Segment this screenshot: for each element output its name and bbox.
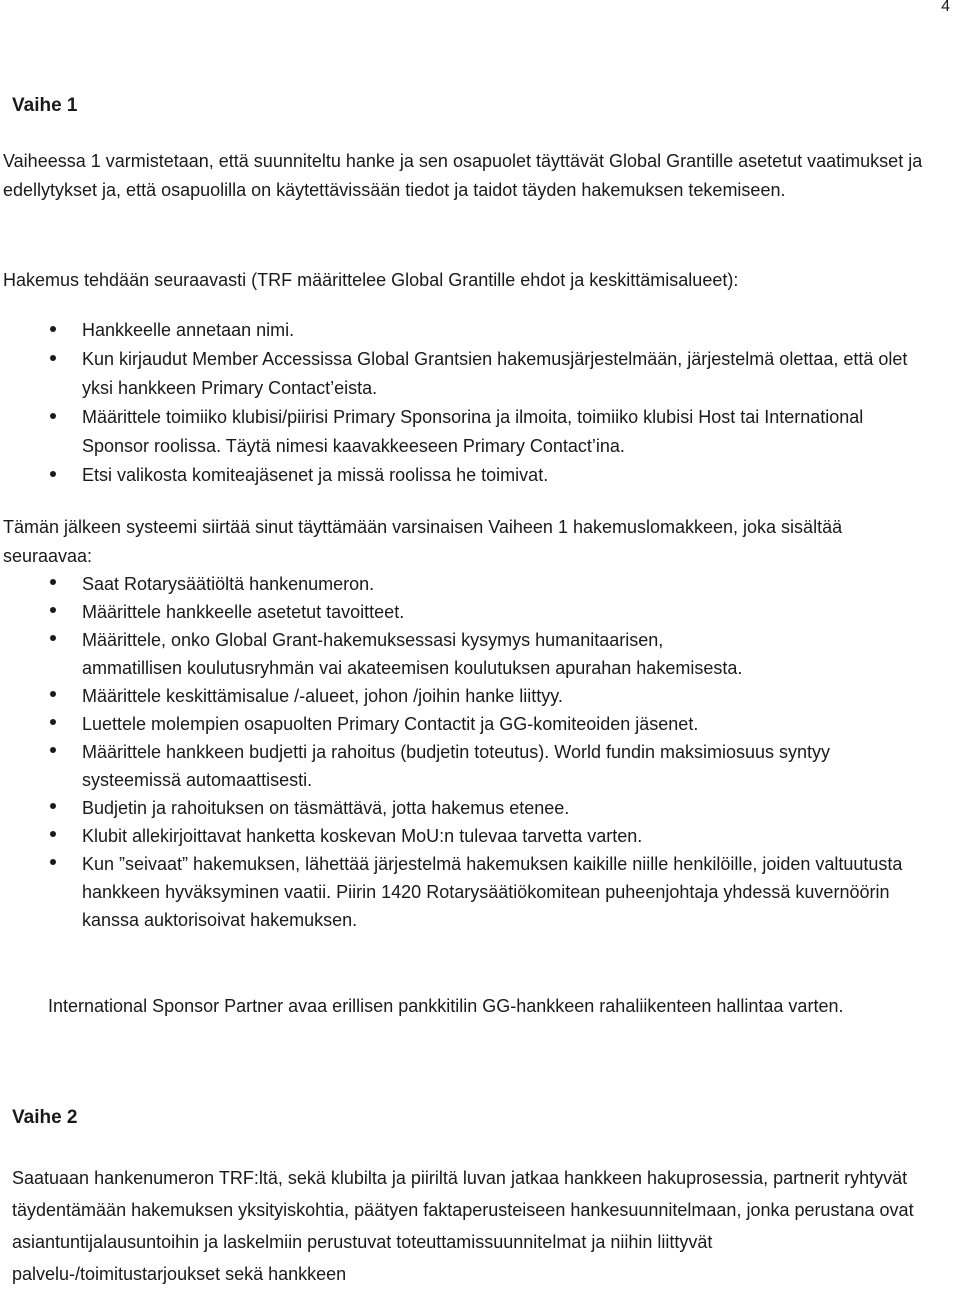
form-items-list [50,570,930,934]
list-item: Kun kirjaudut Member Accessissa Global Grantsien hakemusjärjestelmään, järjestelmä olettaa, että olet yksi hankkeen Primary Contact’eista. [50,345,930,403]
list-item: Määrittele, onko Global Grant-hakemuksessasi kysymys humanitaarisen, ammatillisen koulutusryhmän vai akateemisen koulutuksen apurahan hakemisesta. [50,626,930,682]
sponsor-note-paragraph: International Sponsor Partner avaa erillisen pankkitilin GG-hankkeen rahaliikenteen hallintaa varten. [48,996,844,1016]
list-item: Kun ”seivaat” hakemuksen, lähettää järjestelmä hakemuksen kaikille niille henkilöille, joiden valtuutusta hankkeen hyväksyminen vaatii. Piirin 1420 Rotarysäätiökomitean puheenjohtaja yhdessä kuvernöörin kanssa auktorisoivat hakemuksen. [50,850,930,934]
list-item: Hankkeelle annetaan nimi. [50,316,930,345]
phase2-heading: Vaihe 2 [12,1107,78,1128]
list-item: Klubit allekirjoittavat hanketta koskevan MoU:n tulevaa tarvetta varten. [50,822,930,850]
list-item: Etsi valikosta komiteajäsenet ja missä roolissa he toimivat. [50,461,930,490]
process-intro-paragraph: Hakemus tehdään seuraavasti (TRF määrittelee Global Grantille ehdot ja keskittämisalueet): [3,270,739,290]
phase1-intro-paragraph: Vaiheessa 1 varmistetaan, että suunniteltu hanke ja sen osapuolet täyttävät Global Grantille asetetut vaatimukset ja edellytykset ja, että osapuolilla on käytettävissään tiedot ja taidot täyden hakemuksen tekemiseen. [3,151,923,200]
list-item: Määrittele toimiiko klubisi/piirisi Primary Sponsorina ja ilmoita, toimiiko klubisi Host tai International Sponsor roolissa. Täytä nimesi kaavakkeeseen Primary Contact’ina. [50,403,930,461]
list-item: Määrittele hankkeen budjetti ja rahoitus (budjetin toteutus). World fundin maksimiosuus syntyy systeemissä automaattisesti. [50,738,930,794]
process-steps-list [50,316,930,490]
list-item: Määrittele keskittämisalue /-alueet, johon /joihin hanke liittyy. [50,682,930,710]
phase1-heading: Vaihe 1 [12,95,78,116]
form-intro-paragraph: Tämän jälkeen systeemi siirtää sinut täyttämään varsinaisen Vaiheen 1 hakemuslomakkeen, joka sisältää seuraavaa: [3,517,843,566]
page-number: 4 [941,0,950,15]
list-item: Määrittele hankkeelle asetetut tavoitteet. [50,598,930,626]
list-item: Budjetin ja rahoituksen on täsmättävä, jotta hakemus etenee. [50,794,930,822]
list-item: Saat Rotarysäätiöltä hankenumeron. [50,570,930,598]
phase2-intro-paragraph: Saatuaan hankenumeron TRF:ltä, sekä klubilta ja piiriltä luvan jatkaa hankkeen hakuprosessia, partnerit ryhtyvät täydentämään hakemuksen yksityiskohtia, päätyen faktaperusteiseen hankesuunnitelmaan, jonka perustana ovat asiantuntijalausuntoihin ja laskelmiin perustuvat toteuttamissuunnitelmat ja niihin liittyvät palvelu-/toimitustarjoukset sekä hankkeen [12,1168,914,1284]
list-item: Luettele molempien osapuolten Primary Contactit ja GG-komiteoiden jäsenet. [50,710,930,738]
